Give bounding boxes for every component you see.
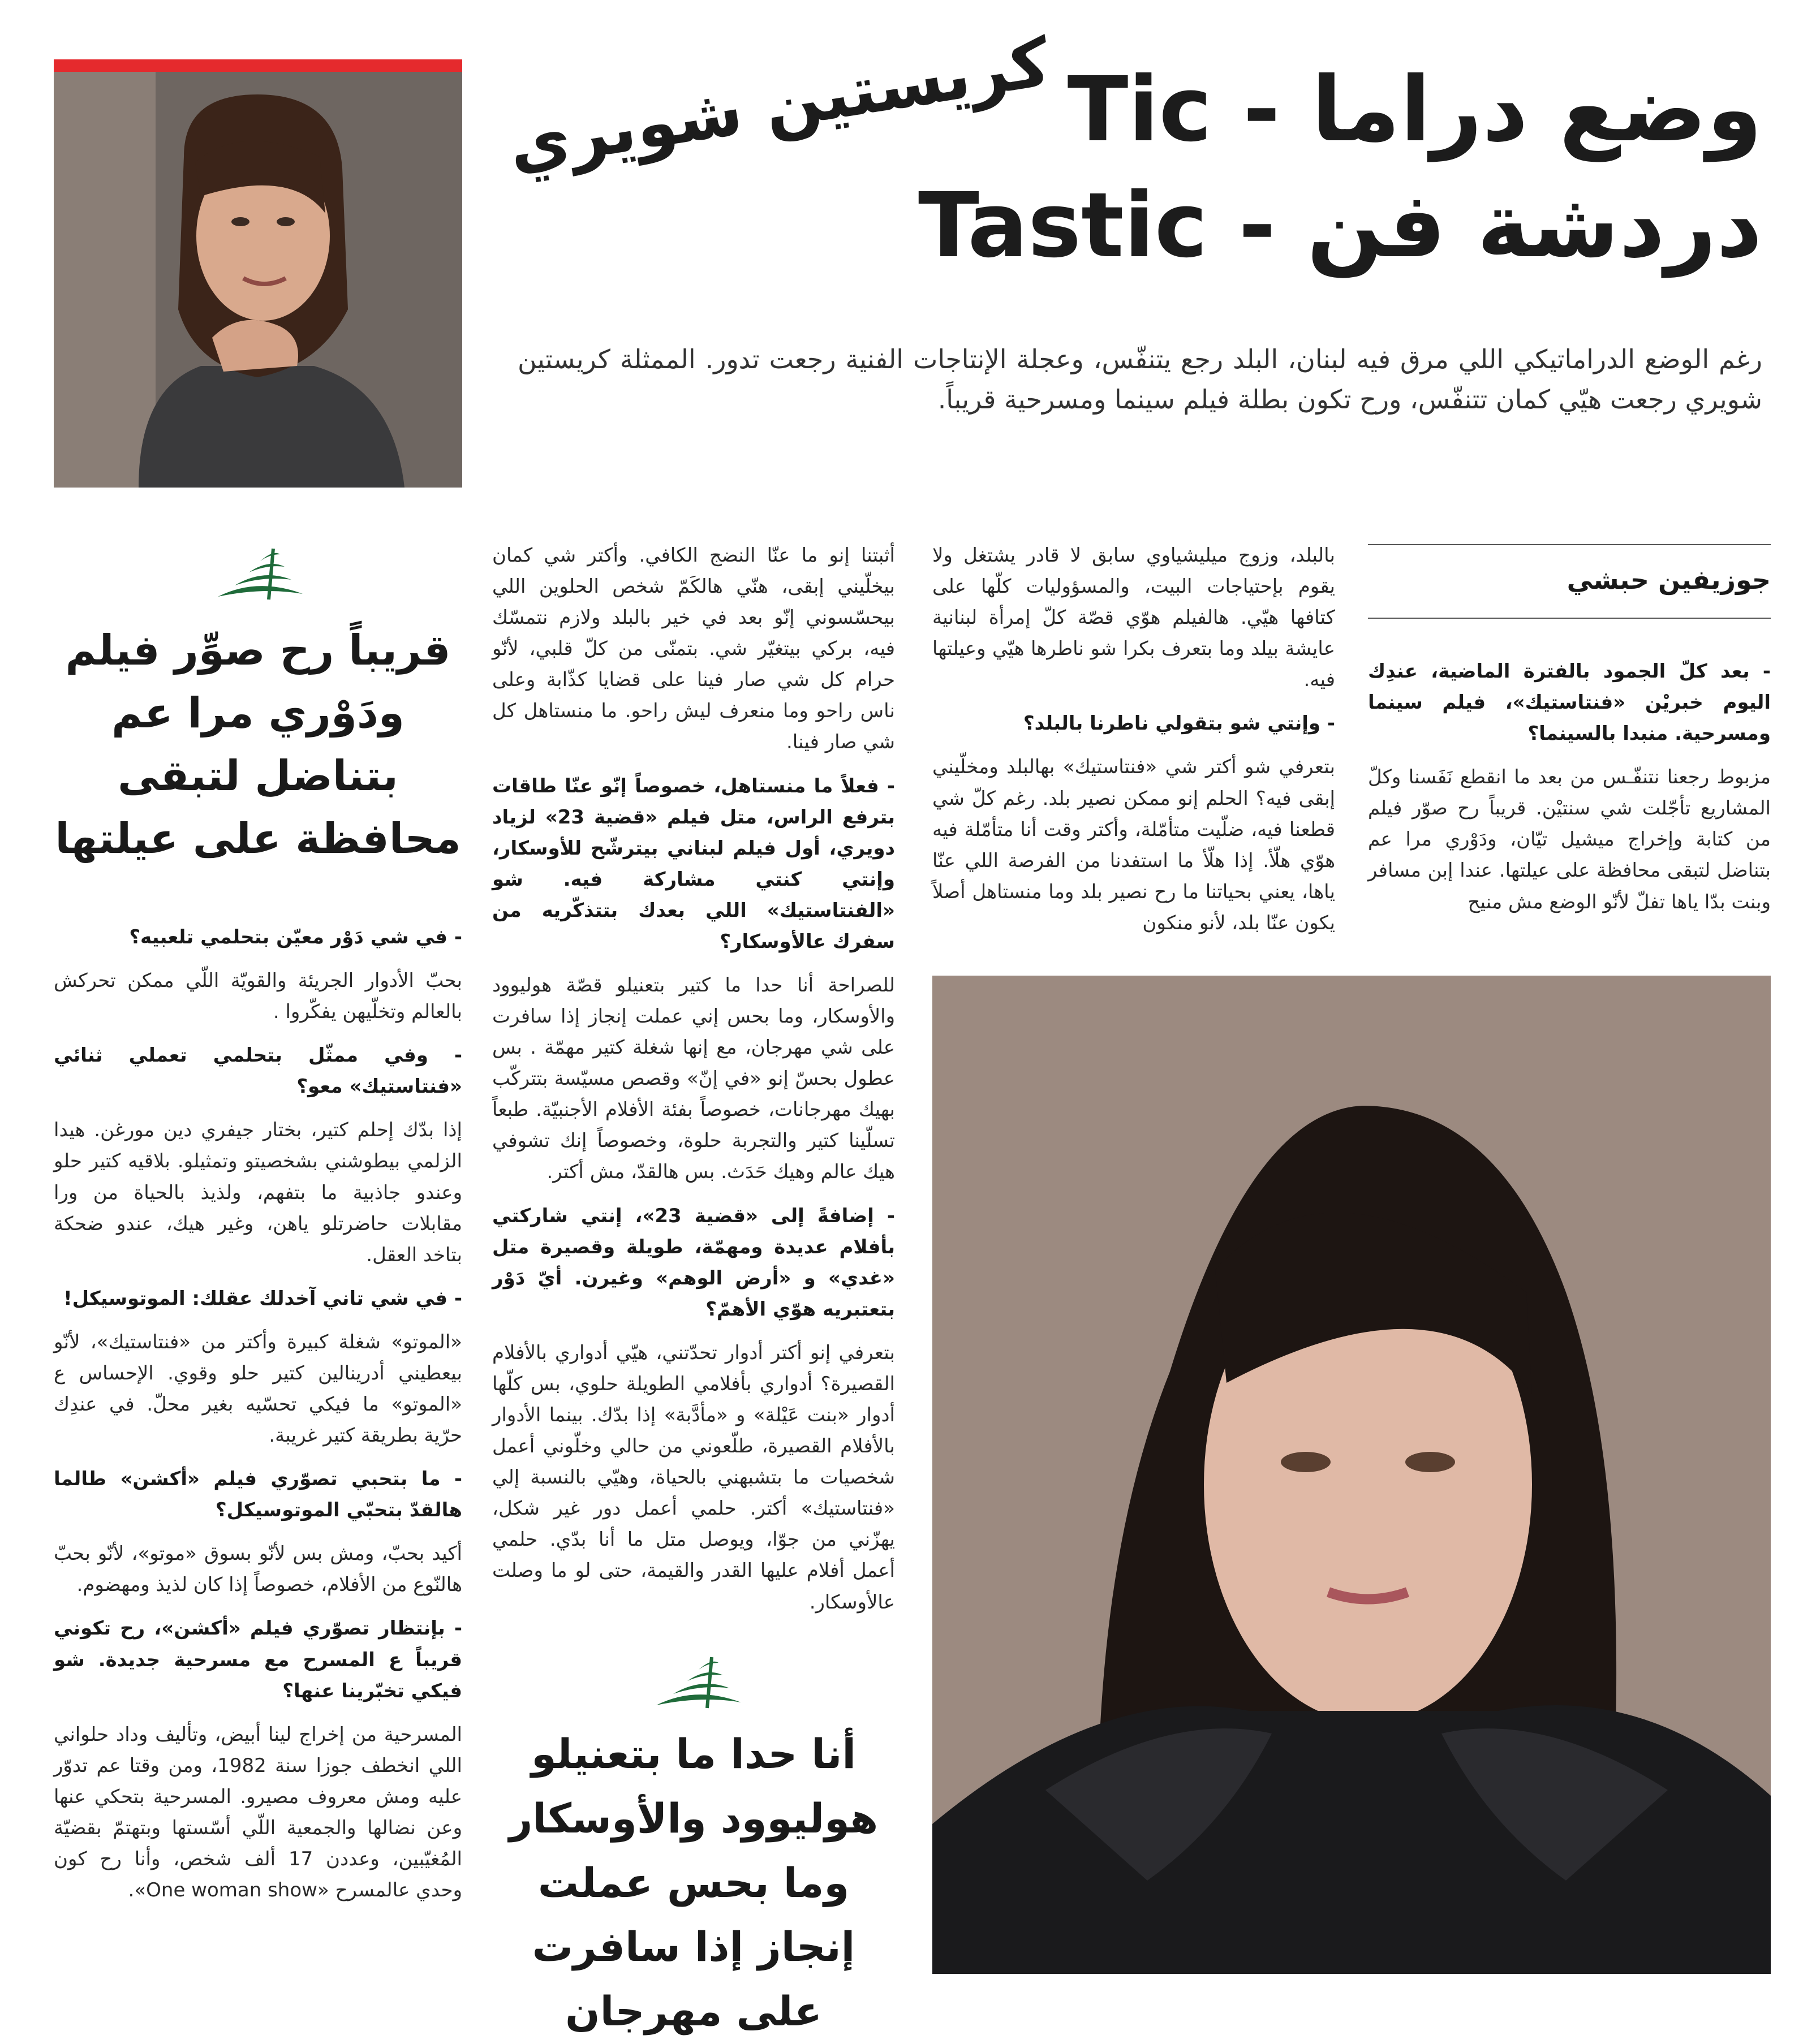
answer-9: المسرحية من إخراج لينا أبيض، وتأليف وداد حلواني اللي انخطف جوزا سنة 1982، ومن وقتا عم تدوّر عليه ومش معروف مصيرو. المسرحية بتحكي عنها وعن نضالها والجمعية اللّي أسّستها وبتهتمّ بقضيّة المُغيّبين، وعددن 17 ألف شخص، وأنا رح كون وحدي عالمسرح «One woman show». [54,1723,463,1902]
answer-3: للصراحة أنا حدا ما كتير بتعنيلو قصّة هوليوود والأوسكار، وما بحس إني عملت إنجاز إذا سافرت على شي مهرجان، مع إنها شغلة كتير مهمّة . بس عطول بحسّ إنو «في إنّ» وقصص مسيّسة بتتركّب بهيك مهرجانات، خصوصاً بفئة الأفلام الأجنبيّة. طبعاً تسلّينا كتير والتجربة حلوة، وخصوصاً إنك تشوفي هيك عالم وهيك حَدَث. بس هالقدّ، مش أكتر. [492,974,895,1184]
question-2: - وإنتي شو بتقولي ناطرنا بالبلد؟ [1023,712,1335,735]
headline-line-1: وضع دراما - Tic [1067,58,1762,162]
answer-1-continued: بالبلد، وزوج ميليشياوي سابق لا قادر يشتغل ولا يقوم بإحتياجات البيت، والمسؤوليات كلّها على كتافها هيّي. هالفيلم هوّي قصّة كلّ إمرأة لبنانية عايشة بيلد وما بتعرف بكرا شو ناطرها هيّي وعيلتها فيه. [932,544,1335,692]
accent-red-bar [54,59,462,72]
main-photo [932,976,1771,1974]
intro-paragraph: رغم الوضع الدراماتيكي اللي مرق فيه لبنان، البلد رجع يتنفّس، وعجلة الإنتاجات الفنية رجعت تدور. الممثلة كريستين شويري رجعت هيّي كمان تتنفّس، ورح تكون بطلة فيلم سينما ومسرحية قريباً. [518,344,1762,415]
question-1: - بعد كلّ الجمود بالفترة الماضية، عندِك اليوم خبريْن «فنتاستيك»، فيلم سينما ومسرحية. منبدا بالسينما؟ [1368,660,1771,745]
answer-8: أكيد بحبّ، ومش بس لأنّو بسوق «موتو»، لأنّو بحبّ هالنّوع من الأفلام، خصوصاً إذا كان لذيذ ومهضوم. [54,1542,462,1597]
answer-6: إذا بدّك إحلم كتير، بختار جيفري دين مورغن. هيدا الزلمي بيطوشني بشخصيتو وتمثيلو. بلاقيه كتير حلو وعندو جاذبية ما بتفهم، ولذيذ بالحياة من ورا مقابلات حاضرتلو ياهن، وغير هيك، عندو ضحكة بتاخد العقل. [54,1119,462,1266]
question-8: - ما بتحبي تصوّري فيلم «أكشن» طالما هالقدّ بتحبّي الموتوسيكل؟ [54,1468,462,1522]
question-3: - فعلاً ما منستاهل، خصوصاً إنّو عنّا طاقات بترفع الراس، متل فيلم «قضية 23» لزياد دويري، أول فيلم لبناني بيترشّح للأوسكار، وإنتي كنتي مشاركة فيه. شو «الفنتاستيك» اللي بعدك بتتذكّريه من سفرك عالأوسكار؟ [492,774,895,953]
pull-quote-1: قريباً رح صوِّر فيلم ودَوْري مرا عم بتناضل لتبقى محافظة على عيلتها [55,626,461,863]
lebanese-cedar-icon [212,537,308,605]
answer-2: بتعرفي شو أكتر شي «فنتاستيك» بهالبلد ومخلّيني إبقى فيه؟ الحلم إنو ممكن نصير بلد. رغم كلّ شي قطعنا فيه، ضلّيت متأمّلة، وأكتر وقت أنا متأمّلة فيه هوّي هلّأ. إذا هلّأ ما استفدنا من الفرصة اللي عنّا ياها، يعني بحياتنا ما رح نصير بلد وما منستاهل أصلاً يكون عنّا بلد، لأنو منكون [932,756,1335,934]
column-2 [932,540,1335,951]
lebanese-cedar-icon [651,1646,747,1714]
question-9: - بإنتظار تصوّري فيلم «أكشن»، رح تكوني قريباً ع المسرح مع مسرحية جديدة. شو فيكي تخبّرينا عنها؟ [54,1617,462,1702]
question-4: - إضافةً إلى «قضية 23»، إنتي شاركتي بأفلام عديدة ومهمّة، طويلة وقصيرة متل «غدي» و «أرض الوهم» وغيرن. أيّ دَوْر بتعتبريه هوّي الأهمّ؟ [492,1204,895,1321]
headline-line-2: دردشة فن - Tastic [918,174,1762,278]
answer-7: «الموتو» شغلة كبيرة وأكتر من «فنتاستيك»، لأنّو بيعطيني أدرينالين كتير حلو وقوي. الإحساس ع «الموتو» ما فيكي تحسّيه بغير محلّ. في عندِك حرّية بطريقة كتير غريبة. [54,1330,462,1447]
answer-2-continued: أثبتنا إنو ما عنّا النضج الكافي. وأكتر شي كمان بيخلّيني إبقى، هنّي هالكَمّ شخص الحلوين اللي بيحسّسوني إنّو بعد في خير بالبلد ولازم نتمسّك فيه، بركي بيتغيّر شي. بتمنّى من كلّ قلبي، لأنّو حرام كل شي صار فينا على قضايا كذّابة وعلى ناس راحو وما منعرف ليش راحو. ما منستاهل كل شي صار فينا. [492,544,895,754]
pull-quote-2: أنا حدا ما بتعنيلو هوليوود والأوسكار وما بحس عملت إنجاز إذا سافرت على مهرجان [509,1730,879,2035]
answer-4: بتعرفي إنو أكتر أدوار تحدّتني، هيّي أدواري بالأفلام القصيرة؟ أدواري بأفلامي الطويلة حلوي، بس كلّها أدوار «بنت عَيْلة» و «مأدَّبة» إذا بدّك. بينما الأدوار بالأفلام القصيرة، طلّعوني من حالي وخلّوني أعمل شخصيات ما بتشبهني بالحياة، وهيّي بالنسبة إلي «فنتاستيك» أكتر. حلمي أعمل دور غير شكل، يهزّني من جوّا، ويوصل متل ما أنا بدّي. حلمي أعمل أفلام عليها القدر والقيمة، حتى لو ما وصلت عالأوسكار. [492,1341,895,1614]
question-5: - في شي دَوْر معيّن بتحلمي تلعبيه؟ [129,926,462,948]
byline-rule-bottom [1368,618,1771,619]
answer-5: بحبّ الأدوار الجريئة والقويّة اللّي ممكن تحركش بالعالم وتخلّيهن يفكّروا . [54,969,462,1024]
portrait-photo [54,72,462,488]
column-3 [492,540,895,1631]
byline-rule-top [1368,544,1771,545]
question-6: - وفي ممثّل بتحلمي تعملي ثنائي «فنتاستيك» معو؟ [54,1044,462,1098]
question-7: - في شي تاني آخدلك عقلك: الموتوسيكل! [63,1287,462,1310]
answer-1: مزبوط رجعنا نتنفّـس من بعد ما انقطع نَفَسنا وكلّ المشاريع تأجّلت شي سنتيْن. قريباً رح صوّر فيلم من كتابة وإخراج ميشيل تيّان، ودَوْري مرا عم بتناضل لتبقى محافظة على عيلتها. عندا إبن مسافر وبنت بدّا ياها تفلّ لأنّو الوضع مش منيح [1368,766,1771,913]
headline-name: كريستين شويري [503,22,1055,186]
column-4 [54,922,462,1918]
column-1 [1368,656,1771,930]
byline: جوزيفين حبشي [1567,564,1771,595]
